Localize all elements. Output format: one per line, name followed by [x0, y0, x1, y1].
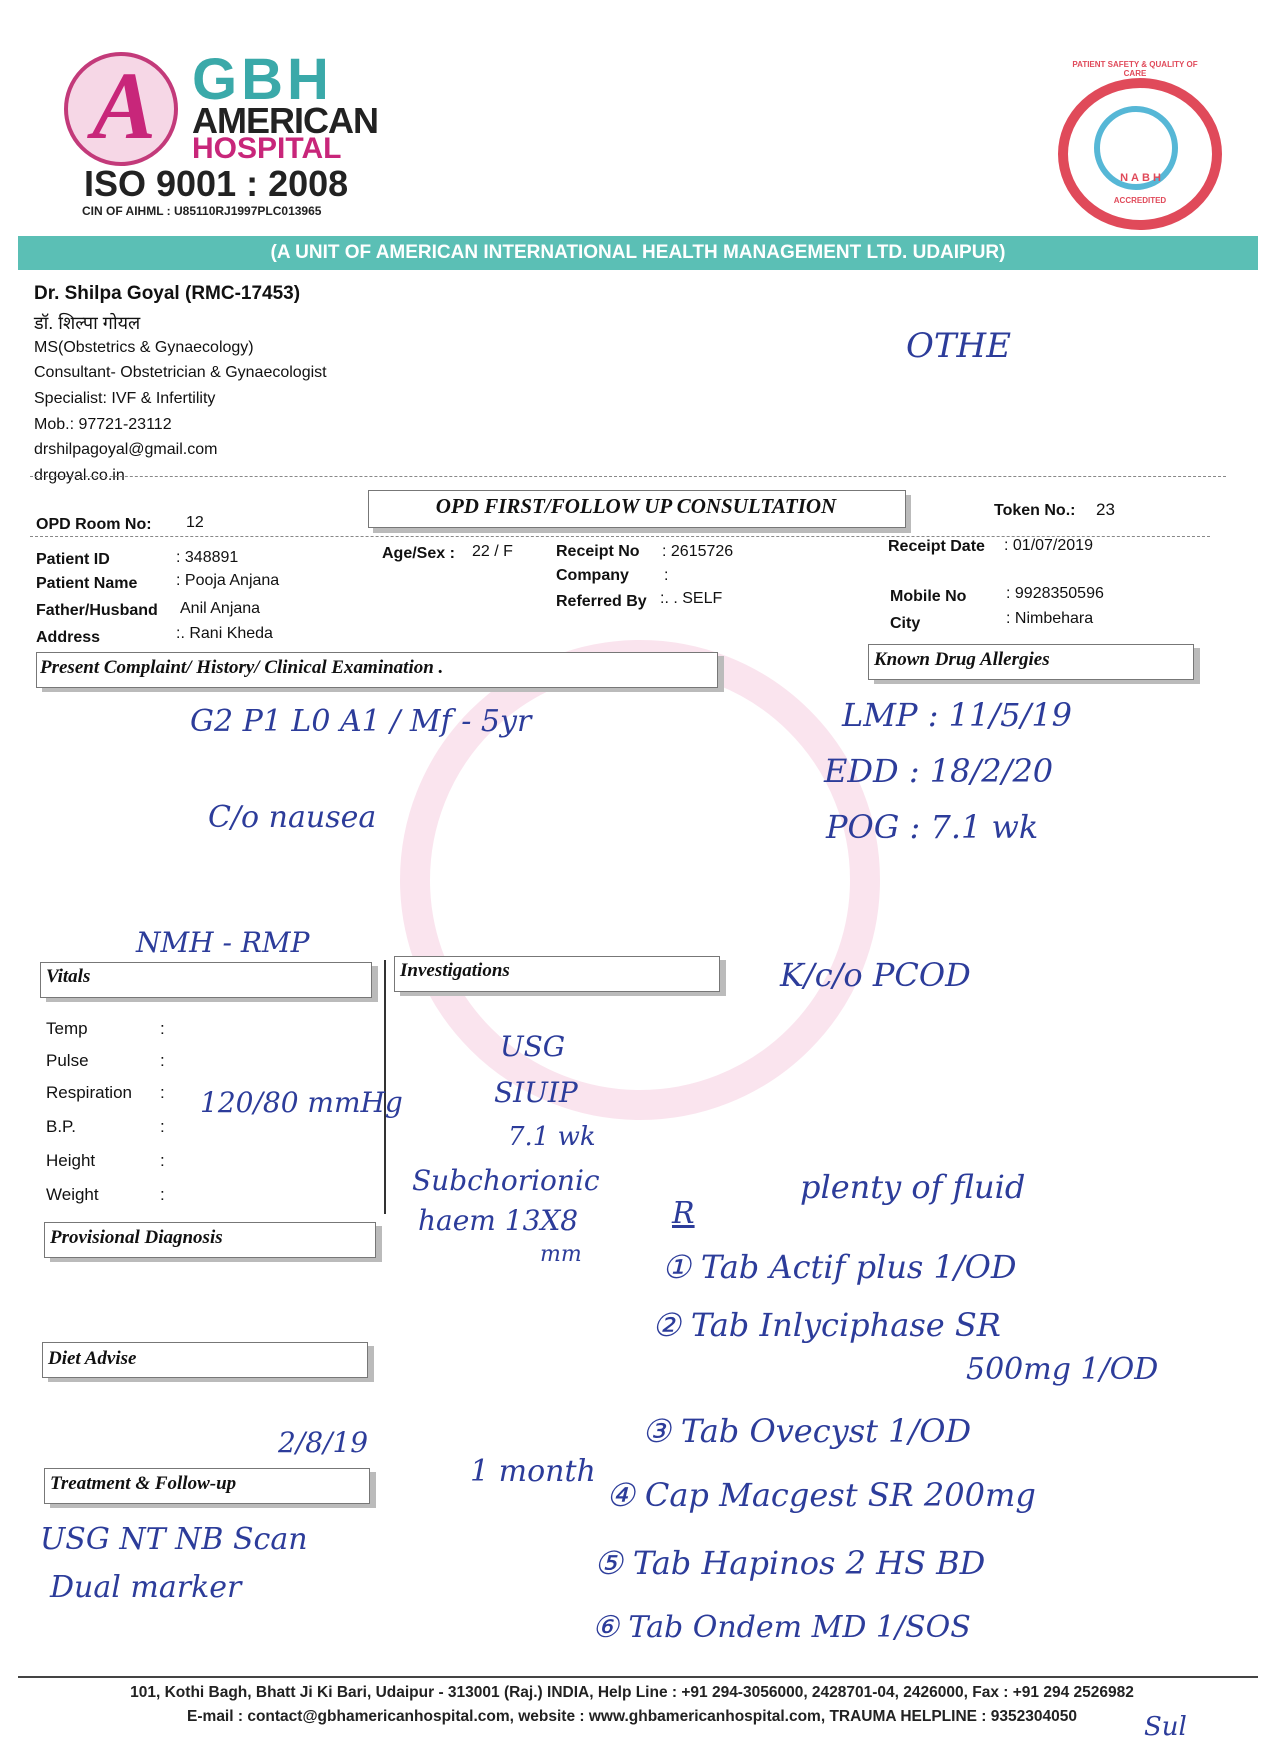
mobile-label: Mobile No	[890, 588, 967, 605]
handwritten-complaint: C/o nausea	[208, 800, 377, 835]
doctor-role: Consultant- Obstetrician & Gynaecologist	[34, 364, 327, 381]
patient-name-value: : Pooja Anjana	[176, 572, 280, 589]
allergies-section-title: Known Drug Allergies	[874, 649, 1050, 670]
vital-weight-label: Weight	[46, 1185, 99, 1204]
handwritten-rx-line-2: ② Tab Inlyciphase SR	[652, 1306, 1001, 1344]
handwritten-rx-line-6: ⑥ Tab Ondem MD 1/SOS	[592, 1610, 971, 1645]
handwritten-advice: plenty of fluid	[800, 1168, 1026, 1206]
city-label: City	[890, 615, 921, 632]
handwritten-investigation-siuip: SIUIP	[494, 1076, 578, 1109]
vitals-section-title: Vitals	[46, 966, 91, 987]
handwritten-rx-line-1: ① Tab Actif plus 1/OD	[662, 1248, 1017, 1286]
handwritten-treatment-marker: Dual marker	[50, 1570, 242, 1605]
vital-weight-colon: :	[160, 1185, 165, 1204]
footer-address: 101, Kothi Bagh, Bhatt Ji Ki Bari, Udaipur - 313001 (Raj.) INDIA, Help Line : +91 294-3056000, 2428701-04, 2426000, Fax : +91 294 2526982	[130, 1684, 1134, 1701]
diagnosis-section-title: Provisional Diagnosis	[50, 1227, 223, 1248]
vital-temp-label: Temp	[46, 1019, 88, 1038]
logo-letter: A	[92, 52, 157, 159]
company-label: Company	[556, 567, 629, 584]
signature: Sul	[1144, 1712, 1187, 1742]
company-value: :	[664, 567, 669, 584]
handwritten-bp-value: 120/80 mmHg	[200, 1086, 403, 1119]
doctor-qualification: MS(Obstetrics & Gynaecology)	[34, 339, 254, 356]
handwritten-rx-line-3: ③ Tab Ovecyst 1/OD	[642, 1412, 972, 1450]
patient-id-value: : 348891	[176, 549, 239, 566]
token-value: 23	[1096, 500, 1115, 519]
referred-by-value: :. . SELF	[660, 590, 723, 607]
vital-bp-label: B.P.	[46, 1117, 76, 1136]
unit-banner-text: (A UNIT OF AMERICAN INTERNATIONAL HEALTH MANAGEMENT LTD. UDAIPUR)	[270, 242, 1006, 263]
handwritten-rx-line-2-dose: 500mg 1/OD	[966, 1352, 1159, 1387]
doctor-mobile: Mob.: 97721-23112	[34, 416, 172, 433]
handwritten-investigation-weeks: 7.1 wk	[508, 1122, 596, 1152]
address-value: :. Rani Kheda	[176, 625, 273, 642]
receipt-date-label: Receipt Date	[888, 538, 985, 555]
doctor-email: drshilpagoyal@gmail.com	[34, 441, 218, 458]
opd-room-value: 12	[186, 514, 204, 531]
handwritten-edd: EDD : 18/2/20	[824, 752, 1054, 790]
receipt-date-value: : 01/07/2019	[1004, 537, 1093, 554]
vital-respiration-label: Respiration	[46, 1083, 132, 1102]
opd-room-label: OPD Room No:	[36, 516, 152, 533]
handwritten-nmh: NMH - RMP	[136, 926, 310, 959]
address-label: Address	[36, 629, 101, 646]
father-husband-label: Father/Husband	[36, 602, 158, 619]
mobile-value: : 9928350596	[1006, 585, 1104, 602]
brand-american: AMERICAN	[192, 100, 378, 141]
handwritten-pog: POG : 7.1 wk	[826, 808, 1039, 846]
vital-bp-colon: :	[160, 1117, 165, 1136]
handwritten-investigation-unit: mm	[540, 1242, 582, 1267]
age-sex-label: Age/Sex :	[382, 545, 455, 562]
city-value: : Nimbehara	[1006, 610, 1094, 627]
receipt-no-label: Receipt No	[556, 543, 640, 560]
handwritten-investigation-haem: haem 13X8	[418, 1204, 579, 1237]
referred-by-label: Referred By	[556, 593, 647, 610]
divider	[30, 476, 1226, 477]
vital-pulse-label: Pulse	[46, 1051, 89, 1070]
vital-temp-colon: :	[160, 1019, 165, 1038]
token-label: Token No.:	[994, 502, 1076, 519]
patient-id-label: Patient ID	[36, 551, 110, 568]
vital-pulse-colon: :	[160, 1051, 165, 1070]
footer-contact: E-mail : contact@gbhamericanhospital.com, website : www.ghbamericanhospital.com, TRAUMA HELPLINE : 9352304050	[187, 1708, 1077, 1725]
handwritten-top-note: OTHE	[906, 326, 1012, 366]
brand-hospital: HOSPITAL	[192, 132, 342, 165]
father-husband-value: Anil Anjana	[180, 600, 261, 617]
handwritten-rx-symbol: R	[672, 1196, 695, 1231]
iso-certification: ISO 9001 : 2008	[84, 163, 349, 204]
doctor-name-hindi: डॉ. शिल्पा गोयल	[34, 313, 141, 333]
handwritten-obstetric-history: G2 P1 L0 A1 / Mf - 5yr	[190, 704, 532, 739]
handwritten-known-case: K/c/o PCOD	[780, 956, 971, 994]
brand-gbh: GBH	[192, 47, 333, 112]
age-sex-value: 22 / F	[472, 543, 513, 560]
vital-height-label: Height	[46, 1151, 96, 1170]
complaint-section-title: Present Complaint/ History/ Clinical Examination .	[40, 657, 444, 678]
consultation-title: OPD FIRST/FOLLOW UP CONSULTATION	[435, 494, 837, 518]
vital-height-colon: :	[160, 1151, 165, 1170]
handwritten-lmp: LMP : 11/5/19	[842, 696, 1073, 734]
handwritten-investigation-subchorionic: Subchorionic	[412, 1164, 600, 1197]
cin-number: CIN OF AIHML : U85110RJ1997PLC013965	[82, 204, 322, 218]
patient-name-label: Patient Name	[36, 575, 138, 592]
vital-respiration-colon: :	[160, 1083, 165, 1102]
handwritten-duration: 1 month	[470, 1454, 596, 1489]
handwritten-investigation-usg: USG	[500, 1030, 566, 1063]
nabh-ring-text: PATIENT SAFETY & QUALITY OF CARE	[1072, 60, 1198, 78]
nabh-accredited: ACCREDITED	[1113, 196, 1167, 205]
doctor-website: drgoyal.co.in	[34, 467, 125, 484]
investigations-section-title: Investigations	[400, 960, 510, 981]
handwritten-rx-line-5: ⑤ Tab Hapinos 2 HS BD	[594, 1544, 986, 1582]
doctor-specialty: Specialist: IVF & Infertility	[34, 390, 216, 407]
receipt-no-value: : 2615726	[662, 543, 734, 560]
treatment-section-title: Treatment & Follow-up	[50, 1473, 237, 1494]
footer-divider	[18, 1676, 1258, 1678]
diet-section-title: Diet Advise	[48, 1348, 137, 1369]
handwritten-rx-line-4: ④ Cap Macgest SR 200mg	[606, 1476, 1036, 1514]
handwritten-treatment-scan: USG NT NB Scan	[40, 1522, 308, 1557]
handwritten-followup-date: 2/8/19	[278, 1426, 369, 1459]
doctor-name: Dr. Shilpa Goyal (RMC-17453)	[34, 283, 301, 304]
nabh-label: NABH	[1120, 172, 1164, 184]
